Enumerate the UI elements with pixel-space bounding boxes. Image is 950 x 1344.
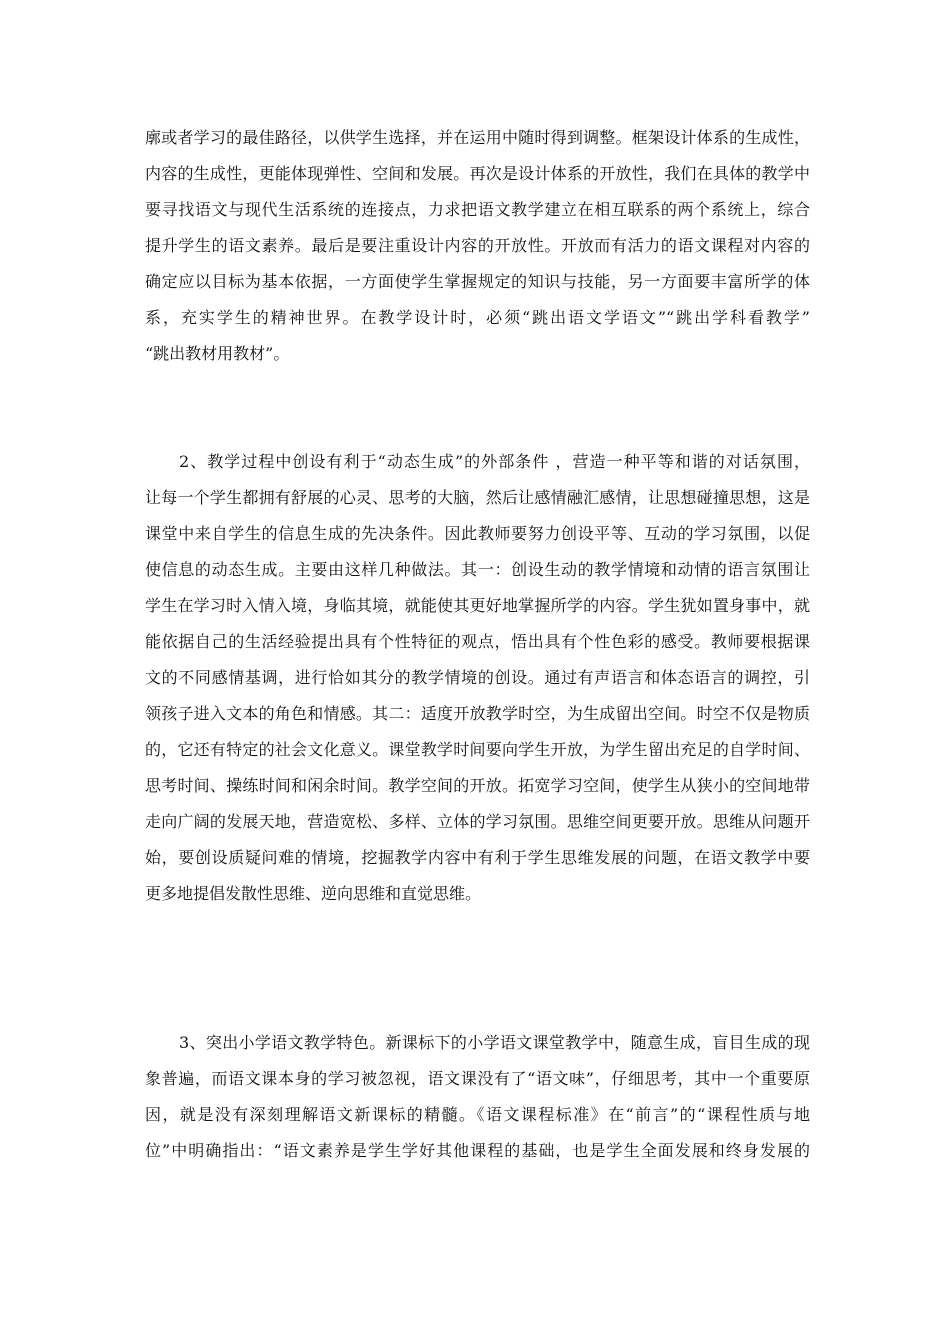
paragraph-3	[145, 1025, 810, 1169]
text-line: 使信息的动态生成。主要由这样几种做法。其一：创设生动的教学情境和动情的语言氛围让	[145, 560, 810, 579]
text-line: 廓或者学习的最佳路径，以供学生选择，并在运用中随时得到调整。框架设计体系的生成性，	[145, 128, 810, 147]
text-line: 更多地提倡发散性思维、逆向思维和直觉思维。	[145, 884, 482, 903]
text-line: 提升学生的语文素养。最后是要注重设计内容的开放性。开放而有活力的语文课程对内容的	[145, 236, 810, 255]
text-line: 思考时间、操练时间和闲余时间。教学空间的开放。拓宽学习空间，使学生从狭小的空间地带	[145, 776, 810, 795]
text-line: 因，就是没有深刻理解语文新课标的精髓。《语文课程标准》在“前言”的“课程性质与地	[145, 1105, 810, 1124]
text-line: 的，它还有特定的社会文化意义。课堂教学时间要向学生开放，为学生留出充足的自学时间、	[145, 740, 810, 759]
text-line: 确定应以目标为基本依据，一方面使学生掌握规定的知识与技能，另一方面要丰富所学的体	[145, 272, 810, 291]
text-line: 3、突出小学语文教学特色。新课标下的小学语文课堂教学中，随意生成，盲目生成的现	[179, 1033, 810, 1052]
text-line: 始，要创设质疑问难的情境，挖掘教学内容中有利于学生思维发展的问题，在语文教学中要	[145, 848, 810, 867]
paragraph-1	[145, 120, 810, 372]
text-line: 能依据自己的生活经验提出具有个性特征的观点，悟出具有个性色彩的感受。教师要根据课	[145, 632, 810, 651]
text-line: 系，充实学生的精神世界。在教学设计时，必须“跳出语文学语文”“跳出学科看教学”	[145, 308, 810, 327]
text-line: 位”中明确指出：“语文素养是学生学好其他课程的基础，也是学生全面发展和终身发展的	[145, 1141, 810, 1160]
text-line: 要寻找语文与现代生活系统的连接点，力求把语文教学建立在相互联系的两个系统上，综合	[145, 200, 810, 219]
text-line: 文的不同感情基调，进行恰如其分的教学情境的创设。通过有声语言和体态语言的调控，引	[145, 668, 810, 687]
paragraph-2	[145, 444, 810, 912]
text-line: 象普遍，而语文课本身的学习被忽视，语文课没有了“语文味”，仔细思考，其中一个重要原	[145, 1069, 810, 1088]
text-line: 课堂中来自学生的信息生成的先决条件。因此教师要努力创设平等、互动的学习氛围，以促	[145, 524, 810, 543]
text-line: 学生在学习时入情入境，身临其境，就能使其更好地掌握所学的内容。学生犹如置身事中，就	[145, 596, 810, 615]
text-line: “跳出教材用教材”。	[145, 344, 290, 363]
text-line: 走向广阔的发展天地，营造宽松、多样、立体的学习氛围。思维空间更要开放。思维从问题开	[145, 812, 810, 831]
text-line: 内容的生成性，更能体现弹性、空间和发展。再次是设计体系的开放性，我们在具体的教学中	[145, 164, 810, 183]
text-line: 2、教学过程中创设有利于“动态生成”的外部条件 ，营造一种平等和谐的对话氛围，	[179, 452, 810, 471]
text-line: 让每一个学生都拥有舒展的心灵、思考的大脑，然后让感情融汇感情，让思想碰撞思想，这是	[145, 488, 810, 507]
text-line: 领孩子进入文本的角色和情感。其二：适度开放教学时空，为生成留出空间。时空不仅是物质	[145, 704, 810, 723]
